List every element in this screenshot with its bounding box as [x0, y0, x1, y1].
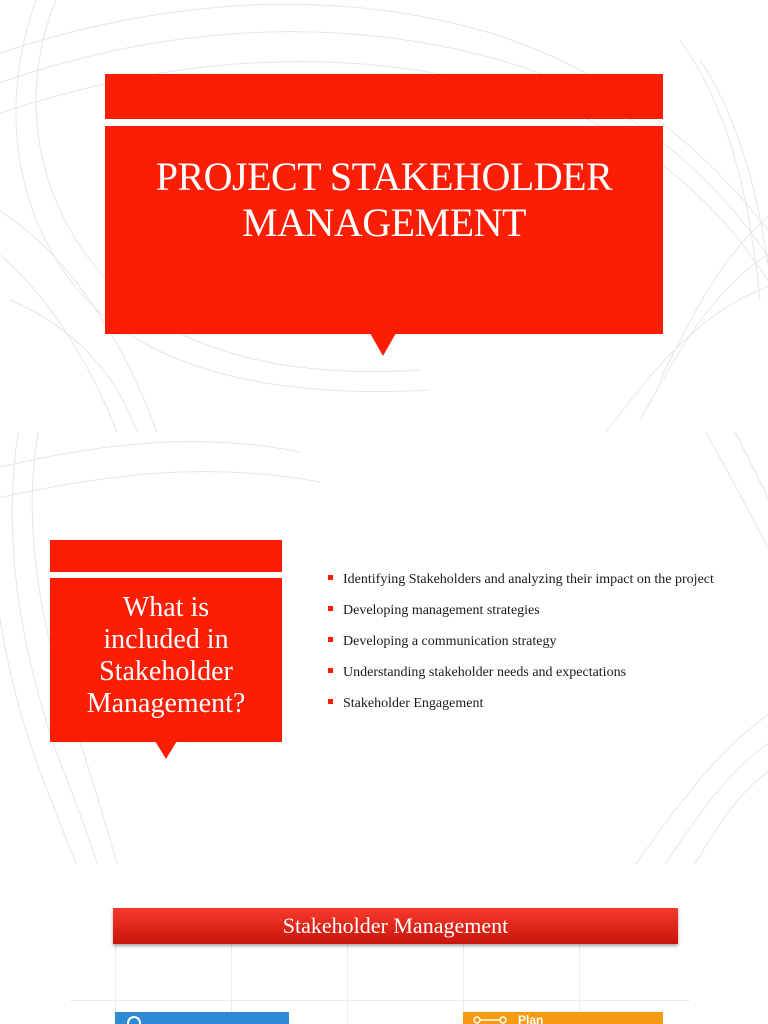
section-header-title: Stakeholder Management: [282, 913, 509, 938]
question-line-4: Management?: [86, 688, 246, 719]
square-bullet-icon: [328, 606, 333, 611]
question-title: [50, 592, 282, 720]
main-title: [105, 154, 663, 246]
circle-icon: [127, 1016, 141, 1024]
bullet-item: [328, 692, 718, 715]
blue-step-bar: [115, 1012, 289, 1024]
plan-label: Plan: [518, 1013, 544, 1024]
bullet-item: [328, 568, 718, 591]
title-box-pointer: [370, 333, 396, 356]
bullet-text: Understanding stakeholder needs and expectations: [343, 665, 627, 680]
square-bullet-icon: [328, 637, 333, 642]
square-bullet-icon: [328, 699, 333, 704]
bullet-text: Developing management strategies: [343, 603, 540, 618]
square-bullet-icon: [328, 668, 333, 673]
slide-title: [0, 0, 768, 432]
square-bullet-icon: [328, 575, 333, 580]
pin-icon: [472, 1015, 508, 1024]
question-top-strip: [50, 540, 282, 572]
bullet-text: Identifying Stakeholders and analyzing their impact on the project: [343, 572, 714, 587]
question-line-1: What is: [122, 592, 210, 623]
question-line-2: included in: [103, 624, 229, 655]
question-line-3: Stakeholder: [99, 656, 233, 687]
grid-divider: [70, 1000, 690, 1001]
main-title-line-2: MANAGEMENT: [242, 200, 526, 245]
bullet-item: [328, 599, 718, 622]
bullet-item: [328, 661, 718, 684]
slide-included: [0, 432, 768, 864]
bullet-item: [328, 630, 718, 653]
main-title-line-1: PROJECT STAKEHOLDER: [155, 154, 613, 199]
bullet-text: Stakeholder Engagement: [343, 696, 484, 711]
grid-divider: [347, 944, 348, 1024]
slide-stakeholder-management: [0, 864, 768, 1024]
bullet-list: [328, 568, 718, 723]
title-top-strip: [105, 74, 663, 119]
question-box-pointer: [155, 741, 177, 759]
bullet-text: Developing a communication strategy: [343, 634, 557, 649]
